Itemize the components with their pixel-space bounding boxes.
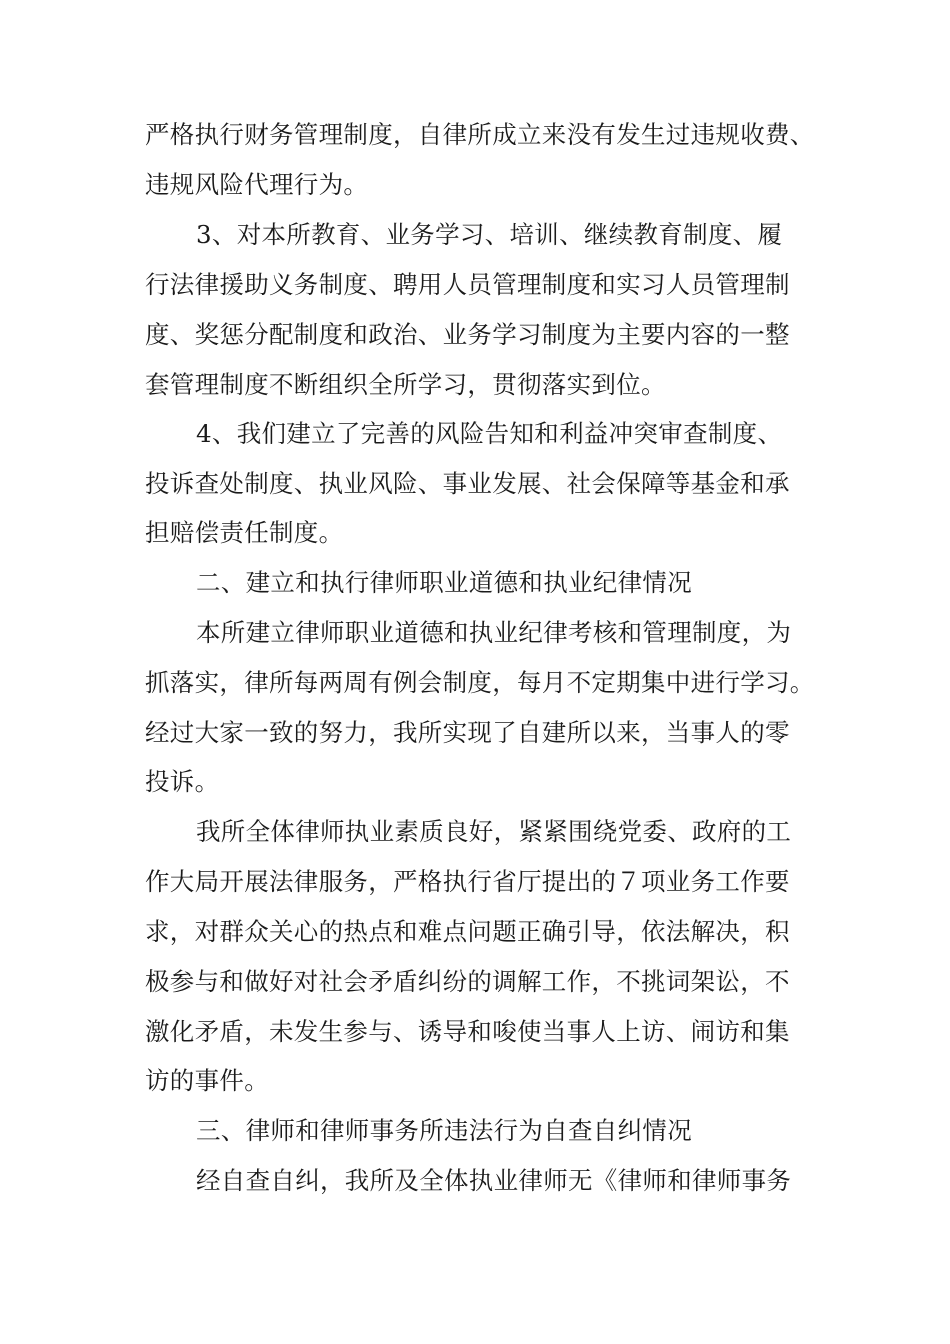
paragraph-line: 本所建立律师职业道德和执业纪律考核和管理制度，为 [196,618,792,647]
paragraph-line: 访的事件。 [145,1066,269,1095]
section-heading: 三、律师和律师事务所违法行为自查自纠情况 [196,1116,692,1145]
paragraph-line: 经自查自纠，我所及全体执业律师无《律师和律师事务 [196,1166,792,1195]
paragraph-line: 投诉。 [145,767,220,796]
paragraph-line: 经过大家一致的努力，我所实现了自建所以来，当事人的零 [145,718,790,747]
section-heading: 二、建立和执行律师职业道德和执业纪律情况 [196,568,692,597]
paragraph-line: 度、奖惩分配制度和政治、业务学习制度为主要内容的一整 [145,320,790,349]
paragraph-line: 行法律援助义务制度、聘用人员管理制度和实习人员管理制 [145,270,790,299]
paragraph-line: 担赔偿责任制度。 [145,518,344,547]
paragraph-line: 4、我们建立了完善的风险告知和利益冲突审查制度、 [196,419,783,448]
paragraph-line: 我所全体律师执业素质良好，紧紧围绕党委、政府的工 [196,817,792,846]
paragraph-line: 抓落实，律所每两周有例会制度，每月不定期集中进行学习。 [145,668,815,697]
paragraph-line: 激化矛盾，未发生参与、诱导和唆使当事人上访、闹访和集 [145,1017,790,1046]
paragraph-line: 极参与和做好对社会矛盾纠纷的调解工作，不挑词架讼，不 [145,967,790,996]
paragraph-line: 投诉查处制度、执业风险、事业发展、社会保障等基金和承 [145,469,790,498]
paragraph-line: 违规风险代理行为。 [145,170,369,199]
paragraph-line: 严格执行财务管理制度，自律所成立来没有发生过违规收费、 [145,120,815,149]
paragraph-line: 作大局开展法律服务，严格执行省厅提出的７项业务工作要 [145,867,790,896]
paragraph-line: 求，对群众关心的热点和难点问题正确引导，依法解决，积 [145,917,790,946]
paragraph-line: 套管理制度不断组织全所学习，贯彻落实到位。 [145,370,666,399]
paragraph-line: 3、对本所教育、业务学习、培训、继续教育制度、履 [196,220,783,249]
